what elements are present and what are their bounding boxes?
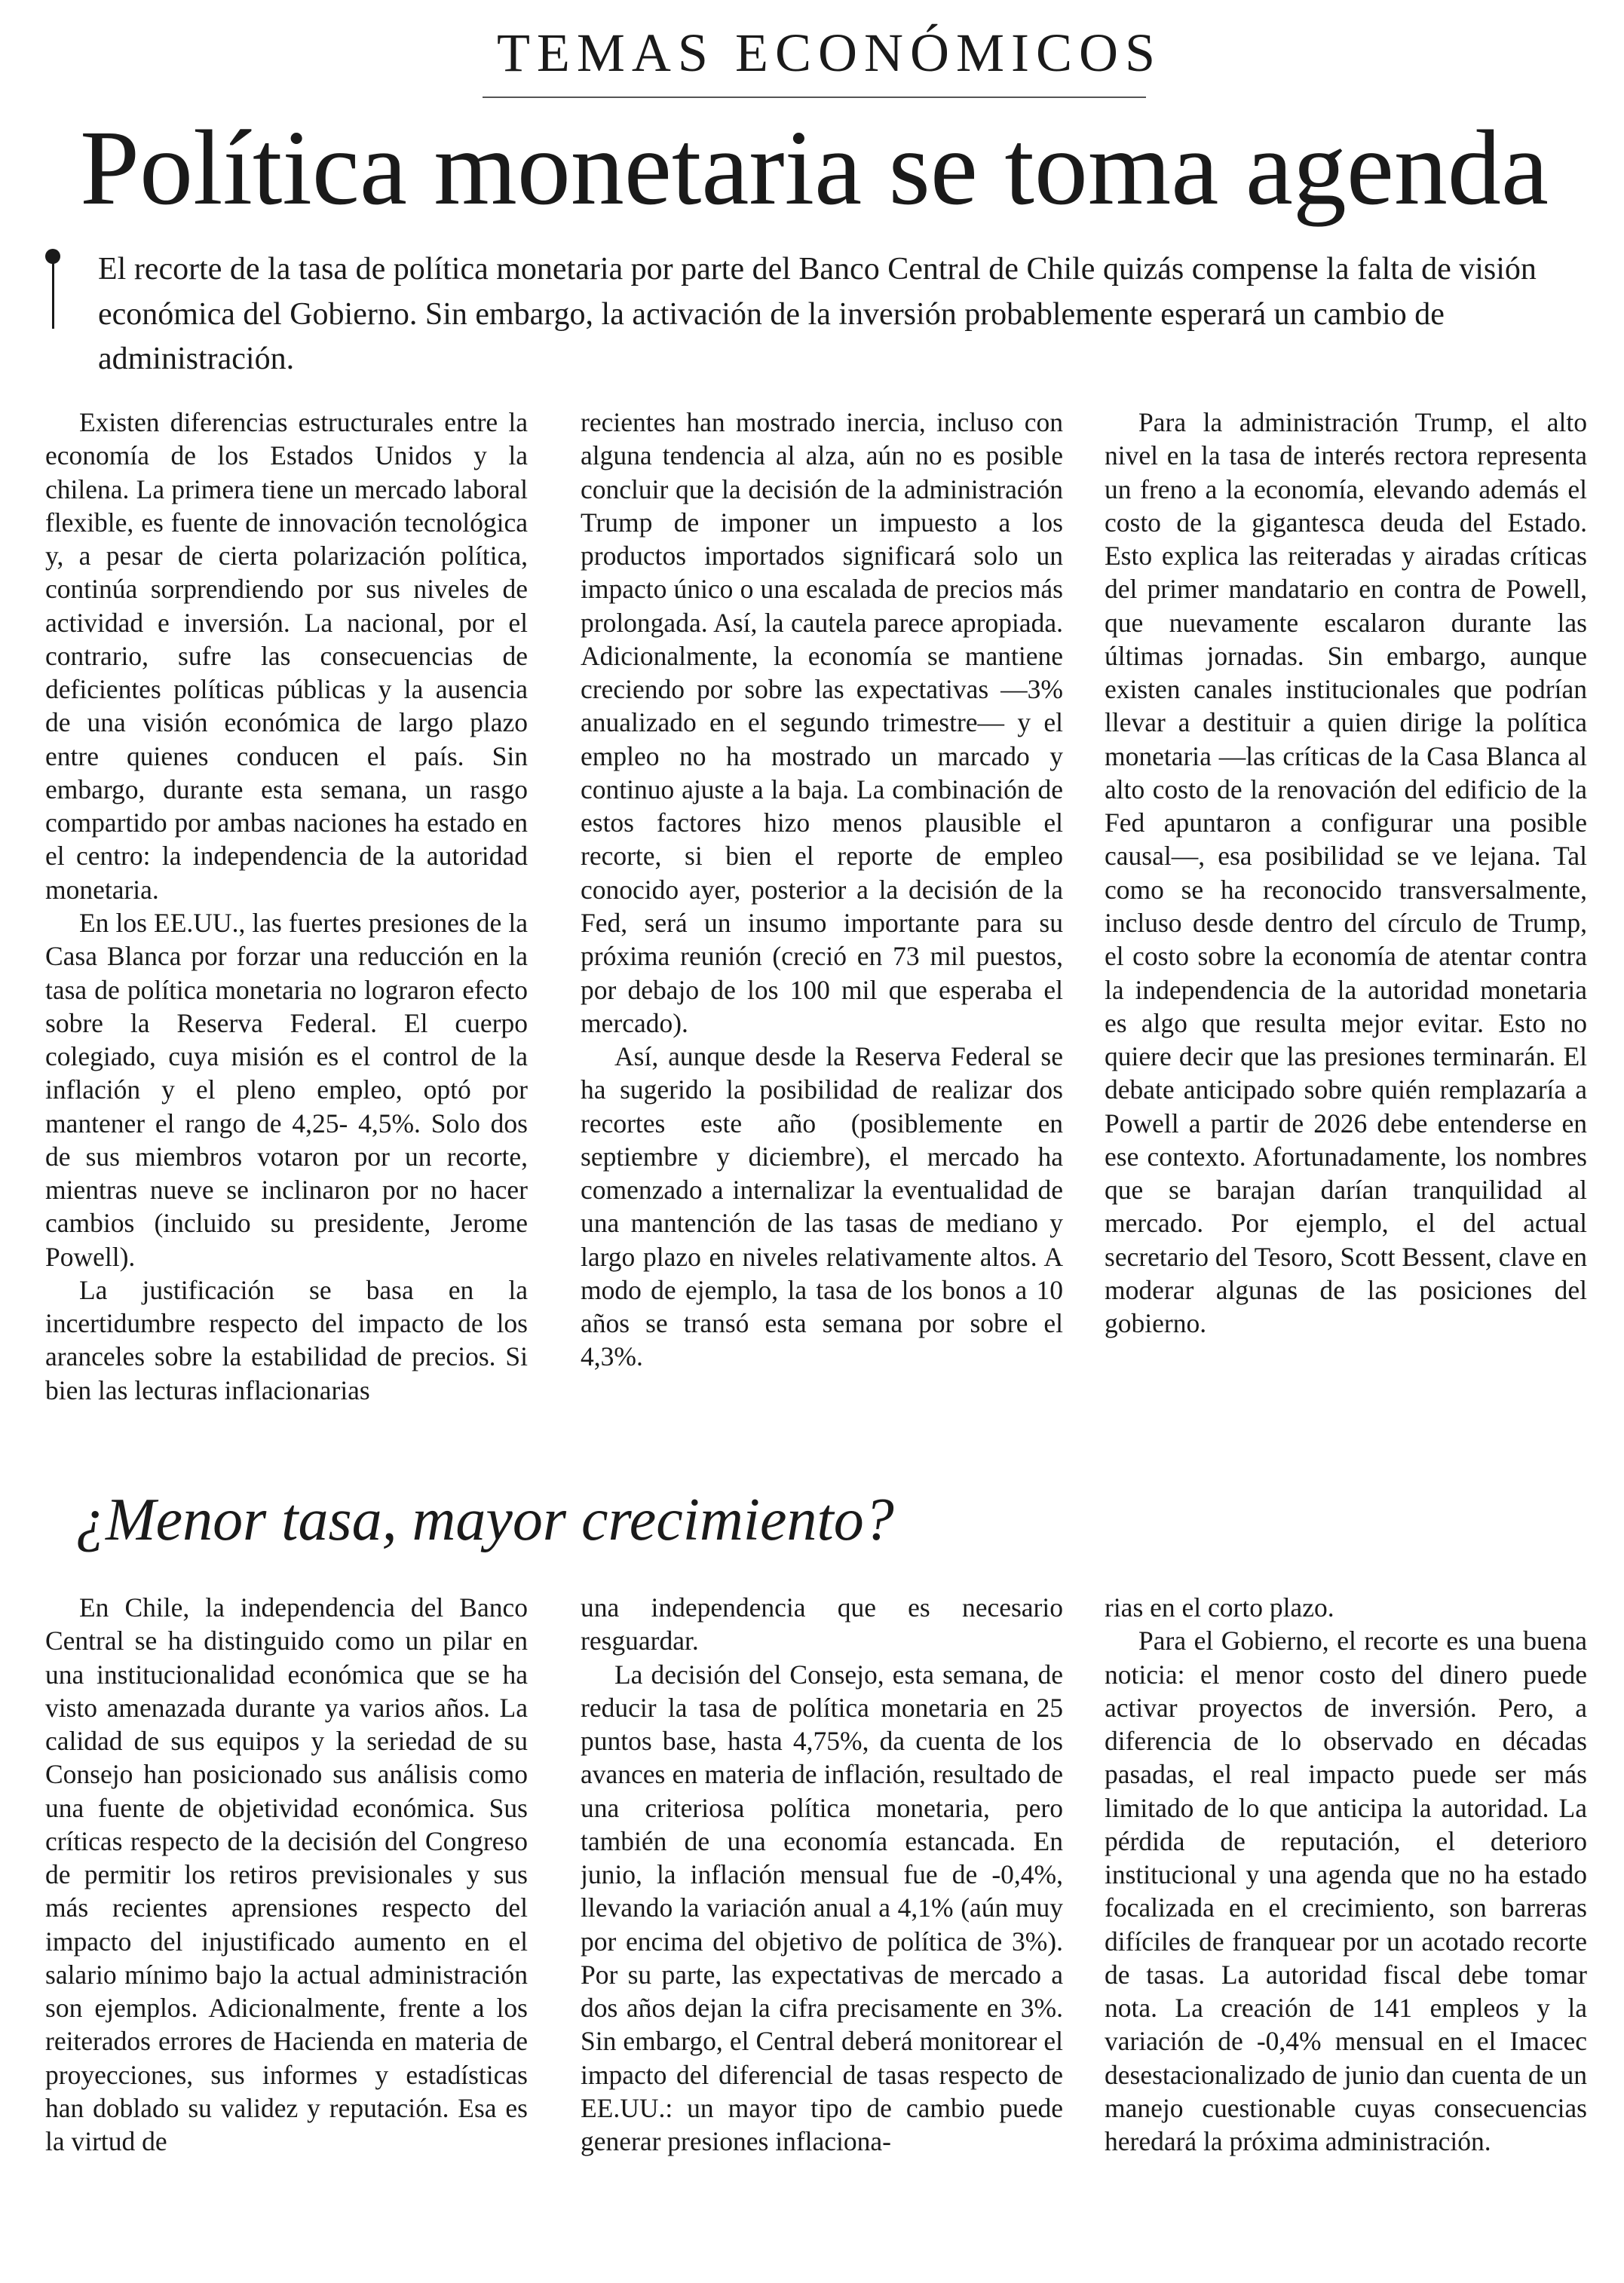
section-rule <box>483 97 1146 98</box>
paragraph: En los EE.UU., las fuertes presiones de la Casa Blanca por forzar una reducción en la tasa de política monetaria no lograron efecto sobre la Reserva Federal. El cuerpo colegiado, cuya misión es el control de la inflación y el pleno empleo, optó por mantener el rango de 4,25- 4,5%. Solo dos de sus miembros votaron por un recorte, mientras nueve se inclinaron por no hacer cambios (incluido su presidente, Jerome Powell). <box>45 907 528 1272</box>
paragraph: Para el Gobierno, el recorte es una buena noticia: el menor costo del dinero puede activar proyectos de inversión. Pero, a diferencia de lo observado en décadas pasadas, el real impacto puede ser más limitado de lo que anticipa la autoridad. La pérdida de reputación, el deterioro institucional y una agenda que no ha estado focalizada en el crecimiento, son barreras difíciles de franquear por un acotado recorte de tasas. La autoridad fiscal debe tomar nota. La creación de 141 empleos y la variación de -0,4% mensual en el Imacec desestacionalizado de junio dan cuenta de un manejo cuestionable cuyas consecuencias heredará la próxima administración. <box>1105 1626 1587 2157</box>
column-1-top <box>45 406 528 1480</box>
paragraph: recientes han mostrado inercia, incluso con alguna tendencia al alza, aún no es posible concluir que la decisión de la administración Trump de imponer un impuesto a los productos importados significará solo un impacto único o una escalada de precios más prolongada. Así, la cautela parece apropiada. Adicionalmente, la economía se mantiene creciendo por sobre las expectativas —3% anualizado en el segundo trimestre— y el empleo no ha mostrado un marcado y continuo ajuste a la baja. La combinación de estos factores hizo menos plausible el recorte, si bien el reporte de empleo conocido ayer, posterior a la decisión de la Fed, será un insumo importante para su próxima reunión (creció en 73 mil puestos, por debajo de los 100 mil que esperaba el mercado). <box>581 407 1063 1038</box>
column-2-top <box>581 406 1063 1480</box>
headline: Política monetaria se toma agenda <box>80 108 1549 227</box>
paragraph: Existen diferencias estructurales entre la economía de los Estados Unidos y la chilena. La primera tiene un mercado laboral flexible, es fuente de innovación tecnológica y, a pesar de cierta polarización política, continúa sorprendiendo por sus niveles de actividad e inversión. La nacional, por el contrario, sufre las consecuencias de deficientes políticas públicas y la ausencia de una visión económica de largo plazo entre quienes conducen el país. Sin embargo, durante esta semana, un rasgo compartido por ambas naciones ha estado en el centro: la independencia de la autoridad monetaria. <box>45 407 528 905</box>
paragraph: En Chile, la independencia del Banco Central se ha distinguido como un pilar en una institucionalidad económica que se ha visto amenazada durante ya varios años. La calidad de sus equipos y la seriedad de su Consejo han posicionado sus análisis como una fuente de objetividad económica. Sus críticas respecto de la decisión del Congreso de permitir los retiros previsionales y sus más recientes aprensiones respecto del impacto del injustificado aumento en el salario mínimo bajo la actual administración son ejemplos. Adicionalmente, frente a los reiterados errores de Hacienda en materia de proyecciones, sus informes y estadísticas han doblado su validez y reputación. Esa es la virtud de <box>45 1592 528 2157</box>
column-3-top <box>1105 406 1587 1480</box>
column-1-bottom <box>45 1591 528 2254</box>
column-3-bottom <box>1105 1591 1587 2254</box>
paragraph: rias en el corto plazo. <box>1105 1592 1334 1623</box>
paragraph: Para la administración Trump, el alto nivel en la tasa de interés rectora representa un freno a la economía, elevando además el costo de la gigantesca deuda del Estado. Esto explica las reiteradas y airadas críticas del primer mandatario en contra de Powell, que nuevamente escalaron durante las últimas jornadas. Sin embargo, aunque existen canales institucionales que podrían llevar a destituir a quien dirige la política monetaria —las críticas de la Casa Blanca al alto costo de la renovación del edificio de la Fed apuntaron a configurar una posible causal—, esa posibilidad se ve lejana. Tal como se ha reconocido transversalmente, incluso desde dentro del círculo de Trump, el costo sobre la economía de atentar contra la independencia de la autoridad monetaria es algo que resulta mejor evitar. Esto no quiere decir que las presiones terminarán. El debate anticipado sobre quién remplazaría a Powell a partir de 2026 debe entenderse en ese contexto. Afortunadamente, los nombres que se barajan darían tranquilidad al mercado. Por ejemplo, el del actual secretario del Tesoro, Scott Bessent, clave en moderar algunas de las posiciones del gobierno. <box>1105 407 1587 1339</box>
paragraph: Así, aunque desde la Reserva Federal se ha sugerido la posibilidad de realizar dos recortes este año (posiblemente en septiembre y diciembre), el mercado ha comenzado a internalizar la eventualidad de una mantención de las tasas de mediano y largo plazo en niveles relativamente altos. A modo de ejemplo, la tasa de los bonos a 10 años se transó esta semana por sobre el 4,3%. <box>581 1041 1063 1372</box>
lead-rule <box>52 261 54 329</box>
lead-paragraph: El recorte de la tasa de política monetaria por parte del Banco Central de Chile quizás compense la falta de visión económica del Gobierno. Sin embargo, la activación de la inversión probablemente esperará un cambio de administración. <box>98 252 1537 377</box>
paragraph: La decisión del Consejo, esta semana, de reducir la tasa de política monetaria en 25 puntos base, hasta 4,75%, da cuenta de los avances en materia de inflación, resultado de una criteriosa política monetaria, pero también de una economía estancada. En junio, la inflación mensual fue de -0,4%, llevando la variación anual a 4,1% (aún muy por encima del objetivo de política de 3%). Por su parte, las expectativas de mercado a dos años dejan la cifra precisamente en 3%. Sin embargo, el Central deberá monitorear el impacto del diferencial de tasas respecto de EE.UU.: un mayor tipo de cambio puede generar presiones inflaciona- <box>581 1659 1063 2157</box>
section-label: TEMAS ECONÓMICOS <box>496 23 1163 83</box>
column-2-bottom <box>581 1591 1063 2254</box>
paragraph: La justificación se basa en la incertidumbre respecto del impacto de los aranceles sobre la estabilidad de precios. Si bien las lecturas inflacionarias <box>45 1274 528 1405</box>
paragraph: una independencia que es necesario resguardar. <box>581 1592 1063 1656</box>
subheading: ¿Menor tasa, mayor crecimiento? <box>75 1487 894 1553</box>
